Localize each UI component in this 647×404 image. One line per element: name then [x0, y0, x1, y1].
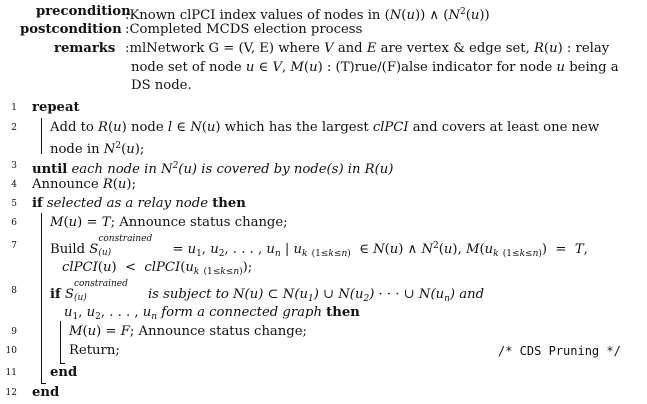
algo-line-7-cont: clPCI(u) < $clPCI(u_k$ $_{(1\le k\le n)}$);: [62, 260, 253, 277]
line-number: 10: [5, 346, 17, 356]
cds-pruning-comment: /* CDS Pruning */: [498, 344, 621, 358]
algo-line-3: until each node in $N^2(u)$ is covered by node(s) in R(u): [32, 161, 394, 177]
remarks-line-3: DS node.: [131, 78, 192, 93]
line-number: 4: [11, 180, 17, 190]
line-number: 11: [5, 368, 17, 378]
algo-line-11: end: [50, 365, 78, 380]
algo-line-2-cont: node in $N^2(u)$;: [50, 141, 145, 157]
algo-line-4: Announce R(u);: [32, 177, 137, 192]
line-number: 1: [11, 103, 17, 113]
repeat-keyword: repeat: [32, 100, 80, 115]
line-number: 3: [11, 161, 17, 171]
line-number: 12: [5, 388, 17, 398]
postcondition-text: :Completed MCDS election process: [125, 22, 363, 37]
remarks-line-2: node set of node u ∈ V, M(u) : (T)rue/(F)alse indicator for node u being a: [131, 60, 619, 75]
postcondition-label: postcondition: [20, 22, 122, 37]
algo-line-10: Return;: [69, 343, 120, 358]
if-block-bar: [41, 213, 42, 383]
algo-line-8-cont: $u_1$, $u_2$, . . . , $u_n$ form a connected graph then: [64, 305, 360, 322]
precondition-label: precondition: [36, 4, 131, 19]
line-number: 5: [11, 199, 17, 209]
remarks-line-1: :mlNetwork G = (V, E) where V and E are vertex & edge set, R(u) : relay: [125, 41, 610, 56]
remarks-label: remarks: [54, 41, 116, 56]
repeat-block-bar: [41, 118, 42, 154]
algo-line-7: Build S constrained (u) = $u_1$, $u_2$, . . . , $u_n$ | $u_k$ $_{(1\le k\le n)}$ ∈ N(u) ∧ $N^2(u)$, $M(u_k$ $_{(1\le k\le n)}$) = T,: [50, 234, 588, 259]
algo-line-8: if S constrained (u) is subject to N(u) ⊂ $N(u_1)$ ∪ $N(u_2)$ · · · ∪ $N(u_n)$ and: [50, 279, 485, 304]
line-number: 8: [11, 286, 17, 296]
algo-line-12: end: [32, 385, 60, 400]
algo-line-5: if selected as a relay node then: [32, 196, 246, 211]
algo-line-9: M(u) = F; Announce status change;: [69, 324, 307, 339]
inner-if-block-bar: [60, 321, 61, 363]
line-number: 2: [11, 123, 17, 133]
line-number: 9: [11, 327, 17, 337]
line-number: 6: [11, 218, 17, 228]
algo-line-2: Add to R(u) node l ∈ N(u) which has the largest clPCI and covers at least one new: [50, 120, 600, 135]
precondition-text: :Known clPCI index values of nodes in (N(u)) ∧ $(N^2(u))$: [125, 7, 490, 23]
algo-line-6: M(u) = T; Announce status change;: [50, 215, 288, 230]
line-number: 7: [11, 241, 17, 251]
